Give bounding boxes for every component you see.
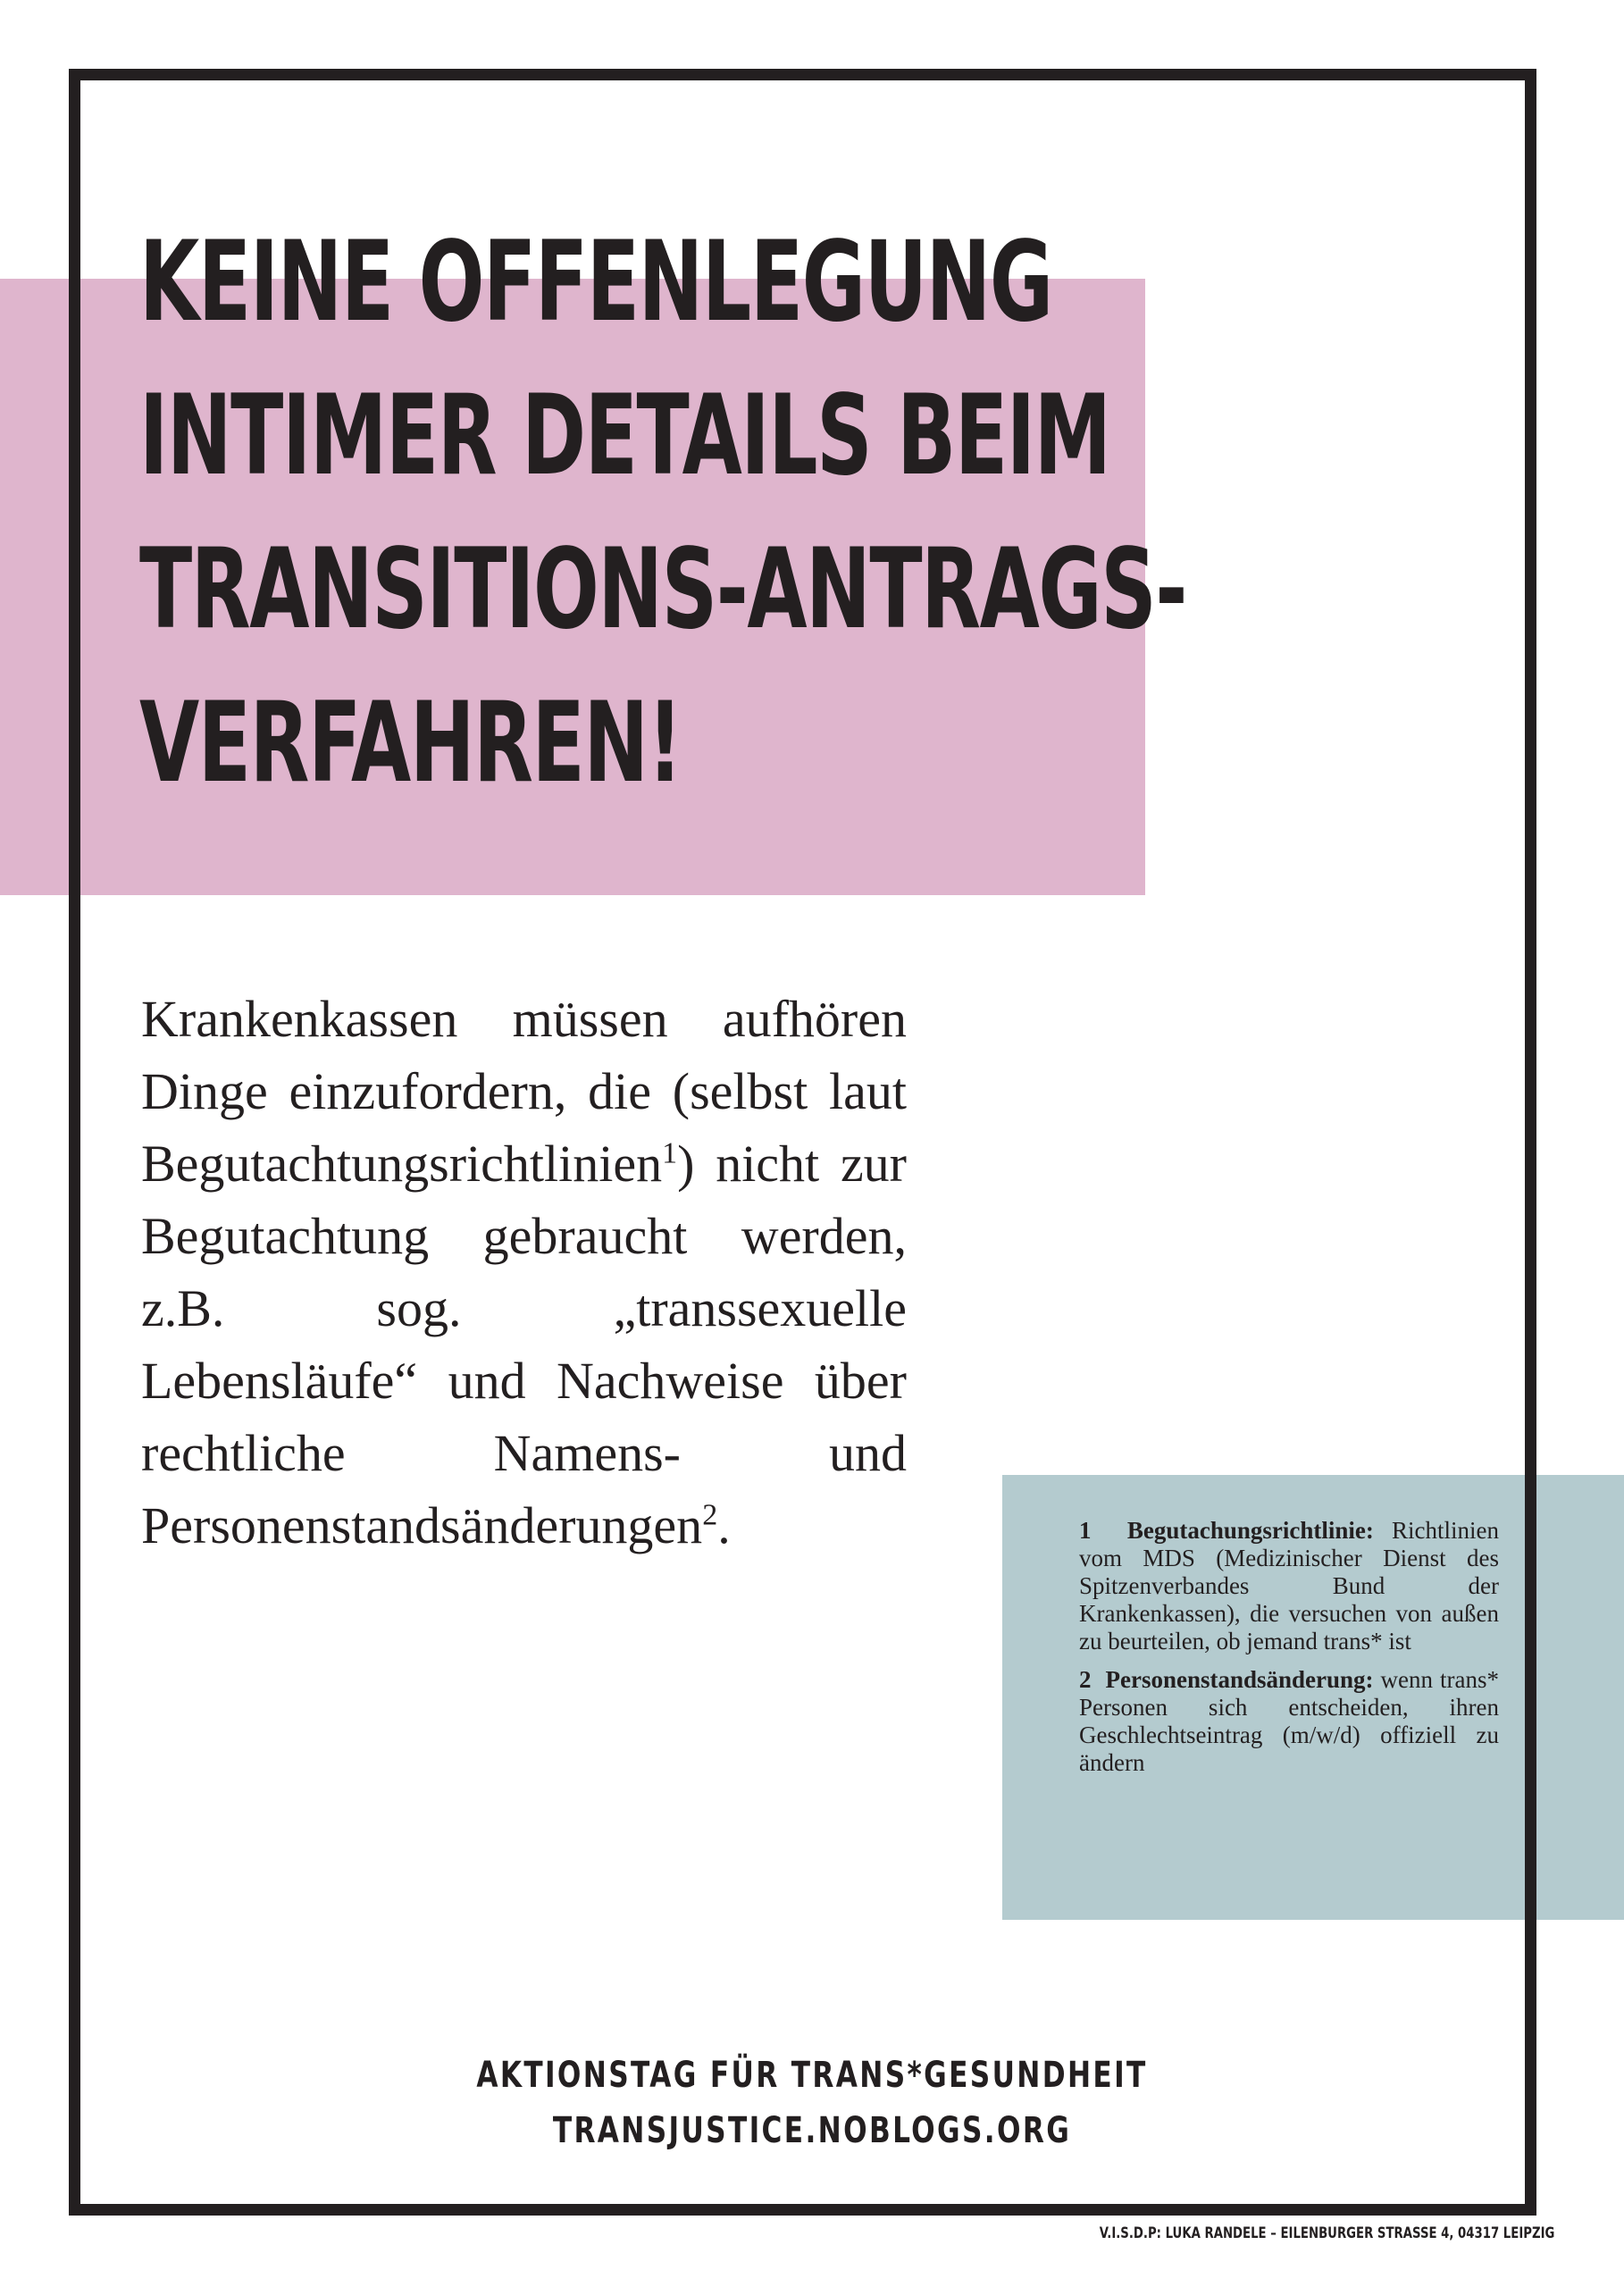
footnote-number: 1	[1079, 1517, 1092, 1544]
footnote-text: Richtlinien vom MDS (Medizinischer Dienst des Spitzenverbandes Bund der Krankenkassen), die versuchen von außen zu beurteilen, ob jemand trans* ist	[1079, 1517, 1500, 1655]
headline-line: TRANSITIONS-ANTRAGS-	[139, 525, 1186, 654]
headline-line: INTIMER DETAILS BEIM	[139, 372, 1110, 500]
body-paragraph	[141, 983, 907, 1562]
footnote-number: 2	[1079, 1666, 1092, 1693]
event-name: AKTIONSTAG FÜR TRANS*GESUNDHEIT	[476, 2055, 1148, 2096]
credits	[0, 2048, 1624, 2158]
footnote-text: wenn trans* Personen sich entscheiden, ihren Geschlechtseintrag (m/w/d) offiziell zu ändern	[1079, 1666, 1500, 1776]
body-text-part: Krankenkassen müssen aufhören Dinge einzufordern, die (selbst laut Begutachtungsrichtlinien	[141, 990, 907, 1193]
body-text-part: .	[717, 1496, 731, 1554]
footnotes-box	[1079, 1517, 1499, 1788]
footnote-term: Personenstandsänderung:	[1105, 1666, 1374, 1693]
footnote-ref: 1	[662, 1136, 678, 1170]
website-url: TRANSJUSTICE.NOBLOGS.ORG	[552, 2110, 1072, 2151]
footnote	[1079, 1517, 1499, 1655]
headline	[139, 205, 1186, 820]
footnote-term: Begutachungsrichtlinie:	[1126, 1517, 1374, 1544]
footnote-ref: 2	[702, 1498, 718, 1532]
imprint: V.I.S.D.P: LUKA RANDELE – EILENBURGER STRASSE 4, 04317 LEIPZIG	[1099, 2224, 1554, 2242]
footnote	[1079, 1666, 1499, 1777]
body-text-part: ) nicht zur Begutachtung gebraucht werden, z.B. sog. „transsexuelle Lebensläufe“ und Nachweise über rechtliche Namens- und Personenstandsänderungen	[141, 1135, 907, 1554]
headline-line: KEINE OFFENLEGUNG	[139, 218, 1052, 347]
headline-line: VERFAHREN!	[139, 679, 682, 808]
